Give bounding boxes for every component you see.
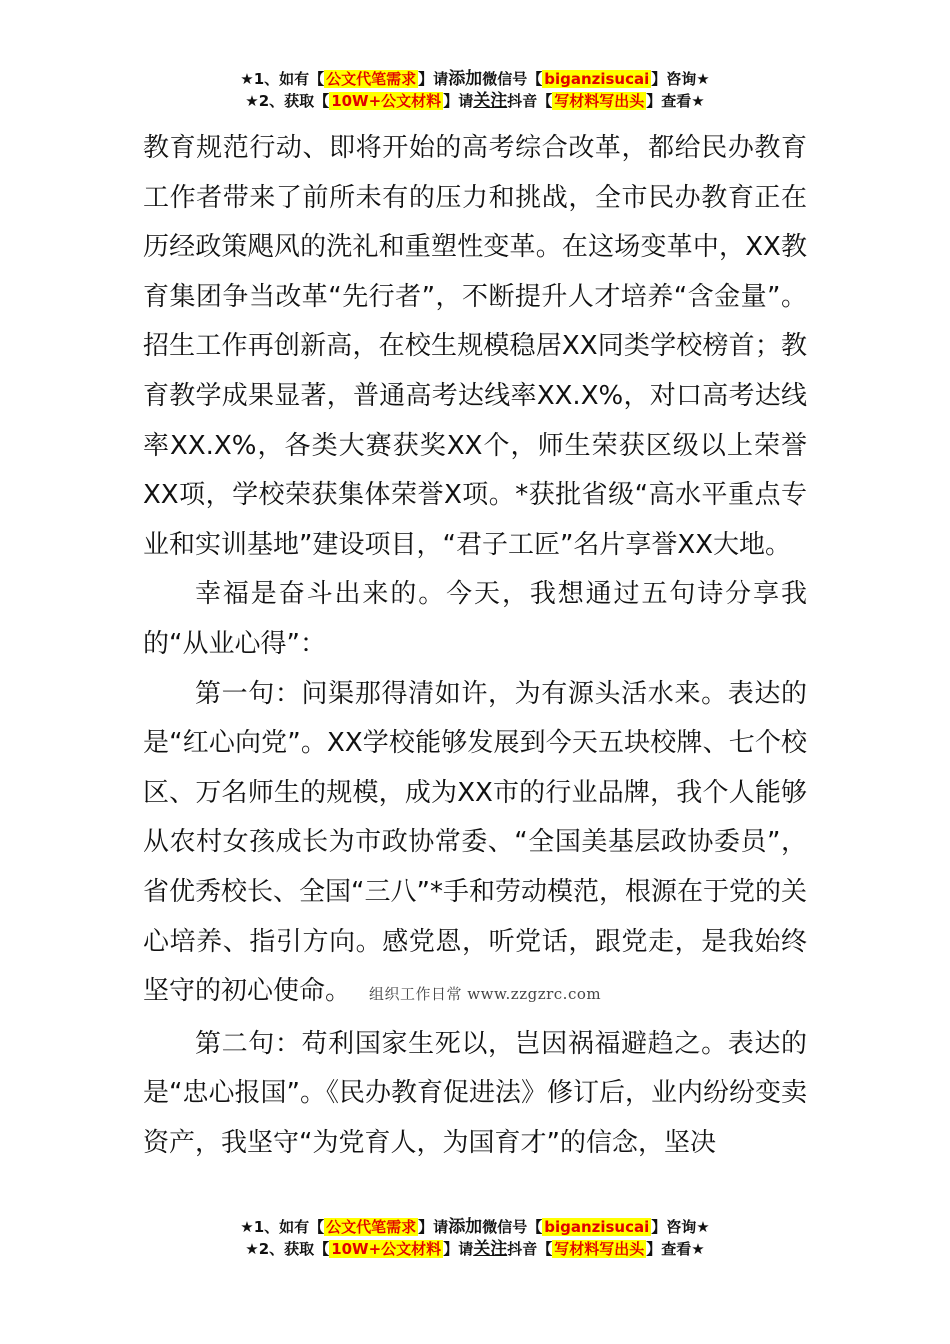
- header-line-1-suffix: 】咨询★: [651, 70, 710, 88]
- footer-banner: [0, 1216, 950, 1260]
- footer-highlight-materials: 10W+公文材料: [331, 1240, 442, 1258]
- footer-line-1-middle2: 微信号【: [482, 1218, 543, 1236]
- footer-line-2-middle2: 抖音【: [507, 1240, 553, 1258]
- paragraph-3: [143, 670, 807, 1020]
- footer-line-2-suffix: 】查看★: [646, 1240, 705, 1258]
- header-line-2-prefix: ★2、获取【: [245, 92, 330, 110]
- footer-highlight-wechat-id: biganzisucai: [544, 1218, 650, 1236]
- footer-line-2-prefix: ★2、获取【: [245, 1240, 330, 1258]
- header-line-2-emph: 关注: [473, 91, 508, 111]
- footer-line-1-suffix: 】咨询★: [651, 1218, 710, 1236]
- header-line-1-middle2: 微信号【: [482, 70, 543, 88]
- header-line-1-prefix: ★1、如有【: [240, 70, 325, 88]
- header-highlight-ghostwriting: 公文代笔需求: [326, 70, 417, 88]
- footer-highlight-ghostwriting: 公文代笔需求: [326, 1218, 417, 1236]
- footer-line-1: [0, 1216, 950, 1238]
- footer-line-1-prefix: ★1、如有【: [240, 1218, 325, 1236]
- header-line-1: [0, 68, 950, 90]
- header-highlight-douyin: 写材料写出头: [554, 92, 645, 110]
- footer-highlight-douyin: 写材料写出头: [554, 1240, 645, 1258]
- header-banner: [0, 68, 950, 112]
- footer-line-1-emph: 添加: [448, 1217, 483, 1237]
- paragraph-4: 第二句：苟利国家生死以，岂因祸福避趋之。表达的是“忠心报国”。《民办教育促进法》修订后，业内纷纷变卖资产，我坚守“为党育人，为国育才”的信念，坚决: [143, 1028, 807, 1158]
- paragraph-1: 教育规范行动、即将开始的高考综合改革，都给民办教育工作者带来了前所未有的压力和挑战，全市民办教育正在历经政策飓风的洗礼和重塑性变革。在这场变革中，XX教育集团争当改革“先行者”，不断提升人才培养“含金量”。招生工作再创新高，在校生规模稳居XX同类学校榜首；教育教学成果显著，普通高考达线率XX.X%，对口高考达线率XX.X%，各类大赛获奖XX个，师生荣获区级以上荣誉XX项，学校荣获集体荣誉X项。*获批省级“高水平重点专业和实训基地”建设项目，“君子工匠”名片享誉XX大地。: [143, 133, 807, 560]
- document-body: [143, 124, 807, 1168]
- footer-line-2-emph: 关注: [473, 1239, 508, 1259]
- header-line-2-middle: 】请: [443, 92, 474, 110]
- header-highlight-materials: 10W+公文材料: [331, 92, 442, 110]
- header-line-2: [0, 90, 950, 112]
- header-line-2-suffix: 】查看★: [646, 92, 705, 110]
- footer-line-1-middle: 】请: [418, 1218, 449, 1236]
- watermark-text: 组织工作日常 www.zzgzrc.com: [369, 985, 602, 1004]
- footer-line-2: [0, 1238, 950, 1260]
- header-line-2-middle2: 抖音【: [507, 92, 553, 110]
- paragraph-2: 幸福是奋斗出来的。今天，我想通过五句诗分享我的“从业心得”：: [143, 579, 807, 659]
- header-line-1-middle: 】请: [418, 70, 449, 88]
- footer-line-2-middle: 】请: [443, 1240, 474, 1258]
- header-highlight-wechat-id: biganzisucai: [544, 70, 650, 88]
- header-line-1-emph: 添加: [448, 69, 483, 89]
- paragraph-3-text: 第一句：问渠那得清如许，为有源头活水来。表达的是“红心向党”。XX学校能够发展到今天五块校牌、七个校区、万名师生的规模，成为XX市的行业品牌，我个人能够从农村女孩成长为市政协常委、“全国美基层政协委员”，省优秀校长、全国“三八”*手和劳动模范，根源在于党的关心培养、指引方向。感党恩，听党话，跟党走，是我始终坚守的初心使命。: [143, 678, 807, 1007]
